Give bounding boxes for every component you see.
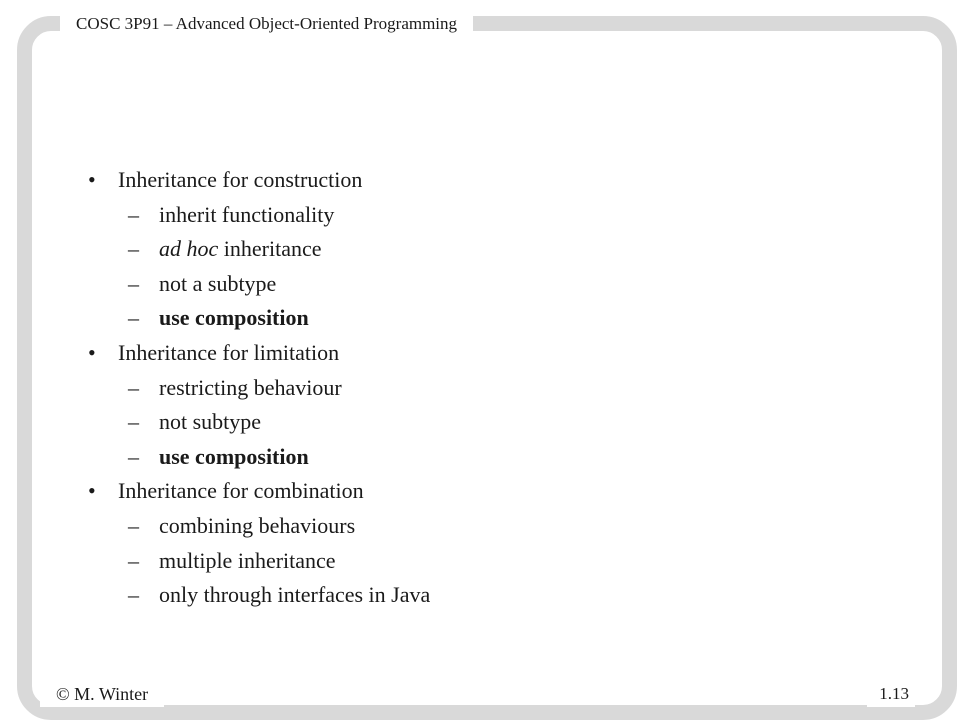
sub-text-bold: use composition [159,305,309,331]
dash-marker: – [128,201,139,227]
dash-marker: – [128,409,139,435]
dash-marker: – [128,236,139,262]
sub-text-italic: ad hoc [159,236,219,262]
sub-text-bold: use composition [159,443,309,469]
sub-item [88,578,888,613]
sub-item [88,509,888,544]
sub-item [88,232,888,267]
dash-marker: – [128,512,139,538]
dash-marker: – [128,443,139,469]
sub-item [88,544,888,579]
sub-item [88,267,888,302]
bullet-text: Inheritance for limitation [118,339,340,365]
bullet-item [88,336,888,371]
dash-marker: – [128,582,139,608]
bullet-text: Inheritance for combination [118,478,364,504]
sub-text: multiple inheritance [159,547,336,573]
slide-content [88,163,888,613]
footer-copyright: © M. Winter [40,681,164,707]
sub-item [88,301,888,336]
sub-text: combining behaviours [159,512,356,538]
bullet-item [88,163,888,198]
sub-text: inherit functionality [159,201,335,227]
dash-marker: – [128,305,139,331]
sub-item [88,405,888,440]
sub-text: inheritance [218,236,322,262]
bullet-item [88,474,888,509]
sub-text: only through interfaces in Java [159,582,431,608]
sub-text: not a subtype [159,270,277,296]
sub-text: not subtype [159,409,262,435]
bullet-text: Inheritance for construction [118,167,363,192]
bullet-marker: • [88,339,96,365]
sub-item [88,198,888,233]
sub-text: restricting behaviour [159,374,342,400]
sub-item [88,440,888,475]
dash-marker: – [128,270,139,296]
slide-number: 1.13 [867,681,915,707]
sub-item [88,371,888,406]
dash-marker: – [128,547,139,573]
bullet-marker: • [88,478,96,504]
dash-marker: – [128,374,139,400]
slide-header-title: COSC 3P91 – Advanced Object-Oriented Programming [60,12,473,36]
bullet-marker: • [88,167,96,192]
